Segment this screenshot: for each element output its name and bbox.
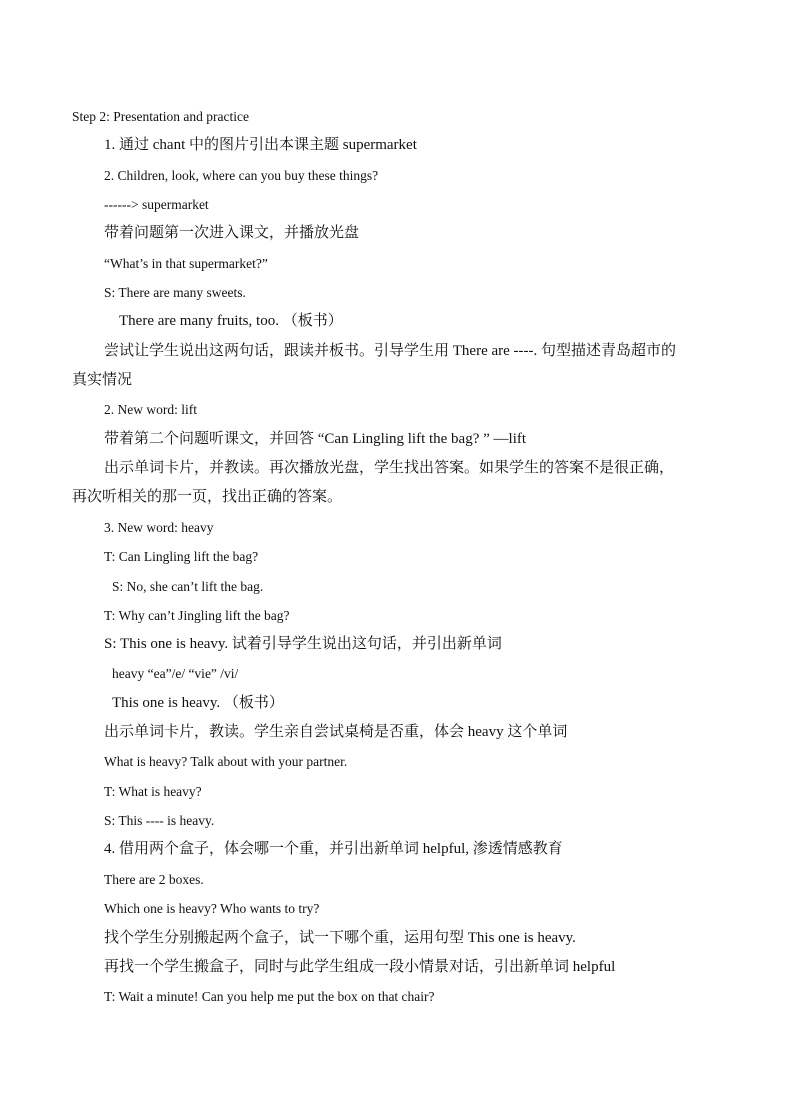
text-line: 出示单词卡片，教读。学生亲自尝试桌椅是否重，体会 heavy 这个单词 xyxy=(104,724,568,740)
text-line: Which one is heavy? Who wants to try? xyxy=(104,901,320,916)
text-line: “What’s in that supermarket?” xyxy=(104,256,268,271)
text-line: 带着第二个问题听课文，并回答 “Can Lingling lift the bag? ” —lift xyxy=(104,431,527,447)
text-line: T: Why can’t Jingling lift the bag? xyxy=(104,608,290,623)
text-line: There are many fruits, too. （板书） xyxy=(119,313,343,329)
text-line: 再次听相关的那一页，找出正确的答案。 xyxy=(72,489,343,505)
text-line: 再找一个学生搬盒子，同时与此学生组成一段小情景对话，引出新单词 helpful xyxy=(104,959,616,975)
text-line: 尝试让学生说出这两句话，跟读并板书。引导学生用 There are ----. 句型描述青岛超市的 xyxy=(104,343,677,359)
text-line: S: No, she can’t lift the bag. xyxy=(112,579,264,594)
text-line: 找个学生分别搬起两个盒子，试一下哪个重，运用句型 This one is heavy. xyxy=(104,930,576,946)
text-line: There are 2 boxes. xyxy=(104,872,204,887)
text-line: 真实情况 xyxy=(72,372,133,388)
text-line: 出示单词卡片，并教读。再次播放光盘，学生找出答案。如果学生的答案不是很正确， xyxy=(104,460,675,476)
text-line: S: There are many sweets. xyxy=(104,285,246,300)
text-line: heavy “ea”/e/ “vie” /vi/ xyxy=(112,666,239,681)
text-line: 4. 借用两个盒子，体会哪一个重，并引出新单词 helpful, 渗透情感教育 xyxy=(104,841,563,857)
text-line: 2. New word: lift xyxy=(104,402,197,417)
text-line: 1. 通过 chant 中的图片引出本课主题 supermarket xyxy=(104,137,417,153)
text-line: ------> supermarket xyxy=(104,197,209,212)
text-line: 2. Children, look, where can you buy these things? xyxy=(104,168,379,183)
text-line: 带着问题第一次进入课文，并播放光盘 xyxy=(104,225,360,241)
text-line: T: What is heavy? xyxy=(104,784,202,799)
text-line: S: This one is heavy. 试着引导学生说出这句话，并引出新单词 xyxy=(104,636,502,652)
text-line: T: Can Lingling lift the bag? xyxy=(104,549,259,564)
text-line: 3. New word: heavy xyxy=(104,520,214,535)
text-line: What is heavy? Talk about with your partner. xyxy=(104,754,348,769)
text-line: T: Wait a minute! Can you help me put the box on that chair? xyxy=(104,989,435,1004)
text-line: This one is heavy. （板书） xyxy=(112,695,284,711)
step-heading: Step 2: Presentation and practice xyxy=(72,109,249,124)
text-line: S: This ---- is heavy. xyxy=(104,813,215,828)
